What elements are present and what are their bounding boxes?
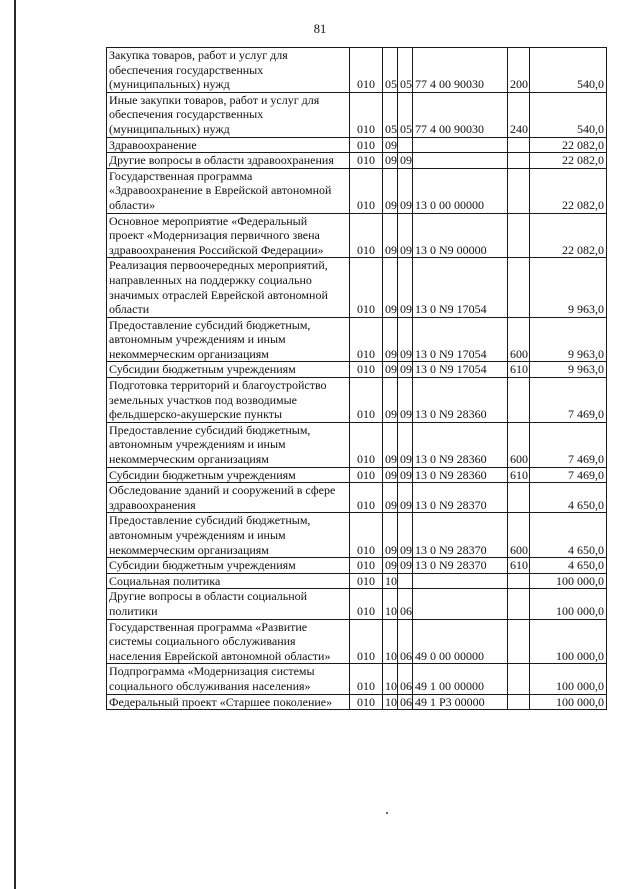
target-article-cell: 49 1 00 00000: [413, 664, 508, 694]
table-row: [107, 213, 607, 258]
amount-cell: 22 082,0: [530, 153, 607, 169]
target-article-cell: 49 1 P3 00000: [413, 694, 508, 710]
row-name-line: Федеральный проект «Старшее поколение»: [109, 694, 333, 709]
row-name-line: Иные закупки товаров, работ и услуг для: [109, 92, 320, 107]
table-row: [107, 589, 607, 619]
subsection-code-cell: 09: [398, 378, 413, 423]
amount-cell: 100 000,0: [530, 664, 607, 694]
row-name-cell: [107, 137, 350, 153]
ved-code-cell: 010: [350, 483, 383, 513]
expense-type-cell: 600: [508, 317, 530, 362]
subsection-code-cell: 09: [398, 213, 413, 258]
row-name-cell: [107, 378, 350, 423]
row-name-cell: [107, 258, 350, 317]
subsection-code-cell: 09: [398, 153, 413, 169]
table-row: [107, 137, 607, 153]
row-name-cell: [107, 467, 350, 483]
row-name-line: автономным учреждениям и иным: [109, 528, 286, 542]
ved-code-cell: 010: [350, 513, 383, 558]
section-code-cell: 05: [383, 48, 398, 93]
table-row: [107, 422, 607, 467]
ved-code-cell: 010: [350, 153, 383, 169]
ved-code-cell: 010: [350, 558, 383, 574]
section-code-cell: 09: [383, 483, 398, 513]
target-article-cell: [413, 137, 508, 153]
row-name-line: Субсидии бюджетным учреждениям: [109, 362, 296, 377]
ved-code-cell: 010: [350, 362, 383, 378]
row-name-line: области: [109, 302, 150, 317]
amount-cell: 540,0: [530, 48, 607, 93]
subsection-code-cell: [398, 573, 413, 589]
expense-type-cell: [508, 694, 530, 710]
row-name-line: направленных на поддержку социально: [109, 272, 312, 287]
row-name-line: области»: [109, 197, 156, 212]
section-code-cell: 09: [383, 168, 398, 213]
target-article-cell: [413, 153, 508, 169]
row-name-line: Реализация первоочередных мероприятий,: [109, 258, 328, 273]
row-name-line: Подпрограмма «Модернизация системы: [109, 664, 315, 679]
budget-table-body: [107, 48, 607, 710]
expense-type-cell: [508, 153, 530, 169]
row-name-cell: [107, 589, 350, 619]
expense-type-cell: [508, 137, 530, 153]
row-name-line: Социальная политика: [109, 573, 221, 588]
ved-code-cell: 010: [350, 378, 383, 423]
subsection-code-cell: 09: [398, 513, 413, 558]
section-code-cell: 09: [383, 258, 398, 317]
page-number: 81: [313, 22, 327, 36]
subsection-code-cell: 05: [398, 92, 413, 137]
expense-type-cell: [508, 619, 530, 664]
row-name-line: некоммерческим организациям: [109, 346, 269, 361]
table-row: [107, 317, 607, 362]
row-name-line: некоммерческим организациям: [109, 452, 269, 467]
section-code-cell: 09: [383, 362, 398, 378]
amount-cell: 4 650,0: [530, 483, 607, 513]
table-row: [107, 513, 607, 558]
row-name-line: Субсидии бюджетным учреждениям: [109, 467, 296, 482]
row-name-line: фельдшерско-акушерские пункты: [109, 407, 283, 422]
amount-cell: 100 000,0: [530, 619, 607, 664]
row-name-cell: [107, 92, 350, 137]
ved-code-cell: 010: [350, 589, 383, 619]
row-name-line: Государственная программа «Развитие: [109, 619, 308, 634]
row-name-line: Обследование зданий и сооружений в сфере: [109, 483, 336, 498]
row-name-line: автономным учреждениям и иным: [109, 332, 286, 347]
table-row: [107, 258, 607, 317]
section-code-cell: 10: [383, 619, 398, 664]
section-code-cell: 10: [383, 573, 398, 589]
amount-cell: 7 469,0: [530, 378, 607, 423]
row-name-line: проект «Модернизация первичного звена: [109, 228, 320, 243]
ved-code-cell: 010: [350, 168, 383, 213]
expense-type-cell: [508, 483, 530, 513]
row-name-line: населения Еврейской автономной области»: [109, 648, 331, 663]
table-row: [107, 92, 607, 137]
table-row: [107, 48, 607, 93]
row-name-line: Закупка товаров, работ и услуг для: [109, 48, 288, 62]
target-article-cell: 77 4 00 90030: [413, 92, 508, 137]
amount-cell: 22 082,0: [530, 168, 607, 213]
section-code-cell: 09: [383, 378, 398, 423]
ved-code-cell: 010: [350, 258, 383, 317]
row-name-cell: [107, 573, 350, 589]
ved-code-cell: 010: [350, 619, 383, 664]
target-article-cell: 13 0 N9 00000: [413, 213, 508, 258]
amount-cell: 9 963,0: [530, 362, 607, 378]
ved-code-cell: 010: [350, 137, 383, 153]
row-name-line: Предоставление субсидий бюджетным,: [109, 513, 311, 528]
section-code-cell: 10: [383, 664, 398, 694]
target-article-cell: 13 0 N9 28370: [413, 513, 508, 558]
ved-code-cell: 010: [350, 317, 383, 362]
scan-speck: [386, 812, 388, 814]
ved-code-cell: 010: [350, 664, 383, 694]
subsection-code-cell: 09: [398, 422, 413, 467]
expense-type-cell: [508, 573, 530, 589]
target-article-cell: 13 0 N9 17054: [413, 317, 508, 362]
table-row: [107, 664, 607, 694]
row-name-line: обеспечения государственных: [109, 62, 264, 77]
amount-cell: 100 000,0: [530, 589, 607, 619]
subsection-code-cell: 09: [398, 168, 413, 213]
row-name-cell: [107, 619, 350, 664]
table-row: [107, 153, 607, 169]
section-code-cell: 09: [383, 558, 398, 574]
row-name-line: Другие вопросы в области социальной: [109, 589, 308, 604]
section-code-cell: 05: [383, 92, 398, 137]
row-name-line: Другие вопросы в области здравоохранения: [109, 153, 334, 168]
row-name-line: Основное мероприятие «Федеральный: [109, 213, 308, 228]
section-code-cell: 09: [383, 137, 398, 153]
expense-type-cell: 600: [508, 422, 530, 467]
expense-type-cell: 600: [508, 513, 530, 558]
subsection-code-cell: 09: [398, 362, 413, 378]
row-name-cell: [107, 483, 350, 513]
amount-cell: 4 650,0: [530, 513, 607, 558]
table-row: [107, 483, 607, 513]
expense-type-cell: 610: [508, 467, 530, 483]
row-name-cell: [107, 513, 350, 558]
expense-type-cell: [508, 664, 530, 694]
section-code-cell: 09: [383, 422, 398, 467]
row-name-line: «Здравоохранение в Еврейской автономной: [109, 183, 332, 198]
subsection-code-cell: 06: [398, 619, 413, 664]
row-name-cell: [107, 317, 350, 362]
ved-code-cell: 010: [350, 694, 383, 710]
target-article-cell: 13 0 N9 28360: [413, 378, 508, 423]
scan-left-border: [14, 0, 16, 889]
amount-cell: 7 469,0: [530, 422, 607, 467]
row-name-line: значимых отраслей Еврейской автономной: [109, 287, 328, 302]
ved-code-cell: 010: [350, 48, 383, 93]
amount-cell: 9 963,0: [530, 317, 607, 362]
subsection-code-cell: 09: [398, 483, 413, 513]
expense-type-cell: 200: [508, 48, 530, 93]
row-name-line: Предоставление субсидий бюджетным,: [109, 317, 311, 332]
amount-cell: 540,0: [530, 92, 607, 137]
row-name-line: Здравоохранение: [109, 137, 197, 152]
target-article-cell: 77 4 00 90030: [413, 48, 508, 93]
subsection-code-cell: 09: [398, 558, 413, 574]
ved-code-cell: 010: [350, 92, 383, 137]
target-article-cell: 13 0 00 00000: [413, 168, 508, 213]
table-row: [107, 573, 607, 589]
row-name-cell: [107, 362, 350, 378]
subsection-code-cell: 09: [398, 317, 413, 362]
ved-code-cell: 010: [350, 573, 383, 589]
row-name-line: социального обслуживания населения»: [109, 678, 311, 693]
expense-type-cell: [508, 589, 530, 619]
row-name-cell: [107, 48, 350, 93]
row-name-line: здравоохранения Российской Федерации»: [109, 242, 324, 257]
row-name-line: земельных участков под возводимые: [109, 392, 298, 407]
ved-code-cell: 010: [350, 467, 383, 483]
target-article-cell: 13 0 N9 28370: [413, 483, 508, 513]
target-article-cell: 13 0 N9 28360: [413, 422, 508, 467]
row-name-cell: [107, 153, 350, 169]
amount-cell: 22 082,0: [530, 213, 607, 258]
expense-type-cell: [508, 168, 530, 213]
expense-type-cell: [508, 258, 530, 317]
target-article-cell: 49 0 00 00000: [413, 619, 508, 664]
budget-table: [106, 47, 607, 710]
row-name-cell: [107, 664, 350, 694]
row-name-line: обеспечения государственных: [109, 107, 264, 122]
target-article-cell: 13 0 N9 28370: [413, 558, 508, 574]
section-code-cell: 10: [383, 589, 398, 619]
row-name-cell: [107, 694, 350, 710]
table-row: [107, 467, 607, 483]
expense-type-cell: [508, 378, 530, 423]
row-name-line: (муниципальных) нужд: [109, 121, 230, 136]
section-code-cell: 10: [383, 694, 398, 710]
ved-code-cell: 010: [350, 422, 383, 467]
table-row: [107, 694, 607, 710]
row-name-line: Субсидии бюджетным учреждениям: [109, 558, 296, 573]
row-name-line: здравоохранения: [109, 497, 196, 512]
subsection-code-cell: 06: [398, 694, 413, 710]
ved-code-cell: 010: [350, 213, 383, 258]
table-row: [107, 558, 607, 574]
expense-type-cell: 240: [508, 92, 530, 137]
target-article-cell: 13 0 N9 17054: [413, 258, 508, 317]
amount-cell: 7 469,0: [530, 467, 607, 483]
amount-cell: 9 963,0: [530, 258, 607, 317]
subsection-code-cell: 09: [398, 258, 413, 317]
row-name-line: Государственная программа: [109, 168, 253, 183]
table-row: [107, 362, 607, 378]
target-article-cell: 13 0 N9 17054: [413, 362, 508, 378]
target-article-cell: [413, 573, 508, 589]
amount-cell: 4 650,0: [530, 558, 607, 574]
subsection-code-cell: 09: [398, 467, 413, 483]
section-code-cell: 09: [383, 317, 398, 362]
subsection-code-cell: [398, 137, 413, 153]
row-name-cell: [107, 558, 350, 574]
amount-cell: 22 082,0: [530, 137, 607, 153]
row-name-cell: [107, 213, 350, 258]
table-row: [107, 378, 607, 423]
row-name-line: некоммерческим организациям: [109, 542, 269, 557]
section-code-cell: 09: [383, 467, 398, 483]
section-code-cell: 09: [383, 153, 398, 169]
subsection-code-cell: 06: [398, 589, 413, 619]
row-name-line: системы социального обслуживания: [109, 634, 296, 649]
row-name-line: (муниципальных) нужд: [109, 77, 230, 92]
amount-cell: 100 000,0: [530, 694, 607, 710]
row-name-line: Предоставление субсидий бюджетным,: [109, 422, 311, 437]
target-article-cell: [413, 589, 508, 619]
expense-type-cell: [508, 213, 530, 258]
expense-type-cell: 610: [508, 558, 530, 574]
row-name-cell: [107, 168, 350, 213]
row-name-cell: [107, 422, 350, 467]
expense-type-cell: 610: [508, 362, 530, 378]
subsection-code-cell: 06: [398, 664, 413, 694]
row-name-line: автономным учреждениям и иным: [109, 437, 286, 452]
target-article-cell: 13 0 N9 28360: [413, 467, 508, 483]
amount-cell: 100 000,0: [530, 573, 607, 589]
subsection-code-cell: 05: [398, 48, 413, 93]
section-code-cell: 09: [383, 213, 398, 258]
row-name-line: политики: [109, 603, 158, 618]
section-code-cell: 09: [383, 513, 398, 558]
row-name-line: Подготовка территорий и благоустройство: [109, 378, 327, 393]
table-row: [107, 619, 607, 664]
table-row: [107, 168, 607, 213]
